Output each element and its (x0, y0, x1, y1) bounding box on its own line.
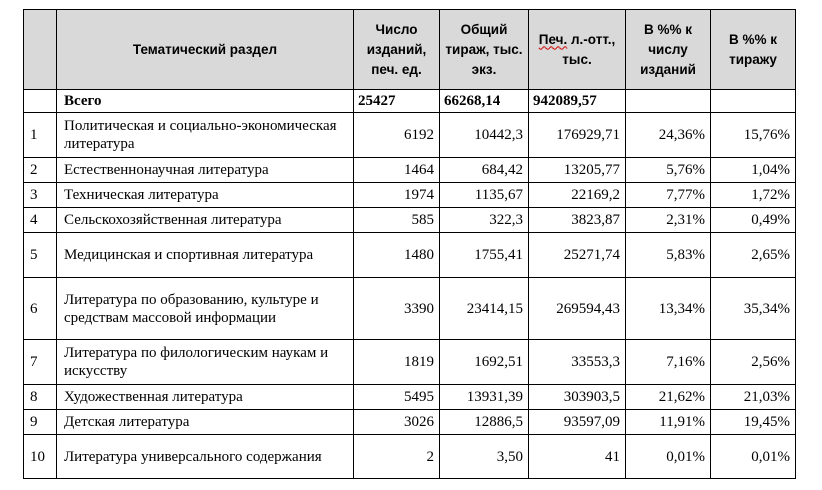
row-section: Естественнонаучная литература (57, 158, 354, 183)
row-count: 2 (354, 435, 440, 479)
row-pct-count: 5,83% (626, 233, 711, 278)
row-circulation: 684,42 (440, 158, 529, 183)
row-pct-count: 21,62% (626, 385, 711, 410)
total-sheets: 942089,57 (529, 90, 626, 113)
row-pct-circulation: 15,76% (711, 113, 796, 158)
total-circulation: 66268,14 (440, 90, 529, 113)
row-count: 585 (354, 208, 440, 233)
publications-table (23, 9, 796, 479)
header-row (24, 10, 796, 90)
row-pct-circulation: 1,72% (711, 183, 796, 208)
header-sheets (529, 10, 626, 90)
row-circulation: 13931,39 (440, 385, 529, 410)
row-index: 1 (24, 113, 57, 158)
row-sheets: 93597,09 (529, 410, 626, 435)
row-count: 3390 (354, 278, 440, 340)
row-pct-circulation: 1,04% (711, 158, 796, 183)
row-sheets: 25271,74 (529, 233, 626, 278)
table-row (24, 183, 796, 208)
row-index: 5 (24, 233, 57, 278)
table-row (24, 113, 796, 158)
row-count: 6192 (354, 113, 440, 158)
table-row (24, 208, 796, 233)
header-pct-count: В %% к числу изданий (626, 10, 711, 90)
row-index: 2 (24, 158, 57, 183)
row-section: Политическая и социально-экономическая литература (57, 113, 354, 158)
row-pct-count: 5,76% (626, 158, 711, 183)
header-sheets-rest: л.-отт., тыс. (562, 31, 616, 67)
header-sheets-prefix: Печ. (538, 31, 568, 47)
header-circulation: Общий тираж, тыс. экз. (440, 10, 529, 90)
total-row (24, 90, 796, 113)
table-row (24, 410, 796, 435)
row-circulation: 1135,67 (440, 183, 529, 208)
header-section: Тематический раздел (57, 10, 354, 90)
row-sheets: 13205,77 (529, 158, 626, 183)
row-pct-circulation: 0,49% (711, 208, 796, 233)
row-index: 8 (24, 385, 57, 410)
total-pct-count (626, 90, 711, 113)
row-index: 6 (24, 278, 57, 340)
table-row (24, 278, 796, 340)
row-sheets: 22169,2 (529, 183, 626, 208)
table-row (24, 340, 796, 385)
row-circulation: 322,3 (440, 208, 529, 233)
row-section: Литература по образованию, культуре и средствам массовой информации (57, 278, 354, 340)
row-index: 7 (24, 340, 57, 385)
row-pct-count: 0,01% (626, 435, 711, 479)
header-count: Число изданий, печ. ед. (354, 10, 440, 90)
row-section: Медицинская и спортивная литература (57, 233, 354, 278)
row-count: 1464 (354, 158, 440, 183)
row-count: 5495 (354, 385, 440, 410)
header-index (24, 10, 57, 90)
row-pct-count: 11,91% (626, 410, 711, 435)
row-circulation: 12886,5 (440, 410, 529, 435)
row-section: Художественная литература (57, 385, 354, 410)
row-pct-count: 7,16% (626, 340, 711, 385)
row-pct-circulation: 35,34% (711, 278, 796, 340)
row-circulation: 1755,41 (440, 233, 529, 278)
row-pct-circulation: 2,56% (711, 340, 796, 385)
row-section: Техническая литература (57, 183, 354, 208)
row-circulation: 1692,51 (440, 340, 529, 385)
row-count: 1480 (354, 233, 440, 278)
row-pct-count: 2,31% (626, 208, 711, 233)
row-pct-circulation: 21,03% (711, 385, 796, 410)
row-pct-circulation: 0,01% (711, 435, 796, 479)
total-count: 25427 (354, 90, 440, 113)
row-circulation: 10442,3 (440, 113, 529, 158)
row-sheets: 176929,71 (529, 113, 626, 158)
table-row (24, 233, 796, 278)
row-index: 3 (24, 183, 57, 208)
row-section: Литература универсального содержания (57, 435, 354, 479)
row-sheets: 303903,5 (529, 385, 626, 410)
table-row (24, 435, 796, 479)
row-pct-count: 13,34% (626, 278, 711, 340)
row-index: 9 (24, 410, 57, 435)
table-row (24, 158, 796, 183)
row-pct-circulation: 19,45% (711, 410, 796, 435)
row-sheets: 3823,87 (529, 208, 626, 233)
header-pct-circulation: В %% к тиражу (711, 10, 796, 90)
row-index: 10 (24, 435, 57, 479)
row-circulation: 23414,15 (440, 278, 529, 340)
total-pct-circulation (711, 90, 796, 113)
row-pct-count: 7,77% (626, 183, 711, 208)
row-count: 3026 (354, 410, 440, 435)
row-section: Детская литература (57, 410, 354, 435)
row-section: Сельскохозяйственная литература (57, 208, 354, 233)
row-pct-circulation: 2,65% (711, 233, 796, 278)
total-index (24, 90, 57, 113)
row-sheets: 269594,43 (529, 278, 626, 340)
table-row (24, 385, 796, 410)
row-sheets: 41 (529, 435, 626, 479)
row-sheets: 33553,3 (529, 340, 626, 385)
row-count: 1819 (354, 340, 440, 385)
row-pct-count: 24,36% (626, 113, 711, 158)
row-circulation: 3,50 (440, 435, 529, 479)
total-label: Всего (57, 90, 354, 113)
row-section: Литература по филологическим наукам и искусству (57, 340, 354, 385)
row-index: 4 (24, 208, 57, 233)
row-count: 1974 (354, 183, 440, 208)
